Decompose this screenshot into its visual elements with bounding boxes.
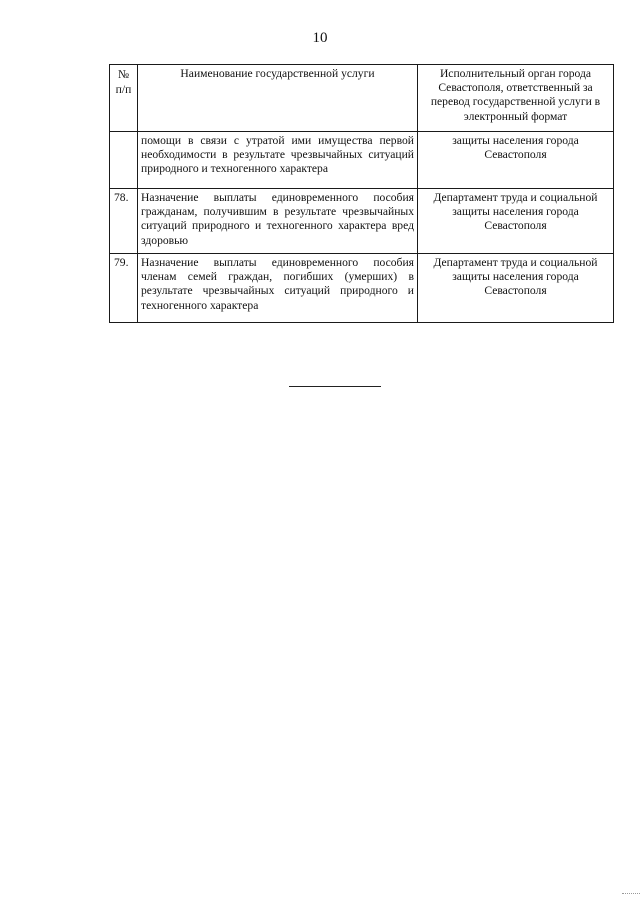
row-service-name: Назначение выплаты единовременного пособия гражданам, получившим в результате чрезвычайных ситуаций природного и техногенного характера вред здоровью [138,189,418,254]
row-num [110,132,138,189]
row-service-name: Назначение выплаты единовременного пособия членам семей граждан, погибших (умерших) в результате чрезвычайных ситуаций природного и техногенного характера [138,254,418,323]
table-row [110,132,614,189]
header-executive-body: Исполнительный орган города Севастополя, ответственный за перевод государственной услуги в электронный формат [418,65,614,132]
row-num: 78. [110,189,138,254]
row-service-name: помощи в связи с утратой ими имущества первой необходимости в результате чрезвычайных ситуаций природного и техногенного характера [138,132,418,189]
row-executive-body: защиты населения города Севастополя [418,132,614,189]
row-executive-body: Департамент труда и социальной защиты населения города Севастополя [418,254,614,323]
table-header-row [110,65,614,132]
end-divider-line [289,386,381,387]
services-table [109,64,614,323]
row-num: 79. [110,254,138,323]
table-row [110,254,614,323]
scan-edge-mark [622,893,640,894]
table-row [110,189,614,254]
row-executive-body: Департамент труда и социальной защиты населения города Севастополя [418,189,614,254]
header-num: № п/п [110,65,138,132]
page-number: 10 [312,30,328,46]
header-service-name: Наименование государственной услуги [138,65,418,132]
